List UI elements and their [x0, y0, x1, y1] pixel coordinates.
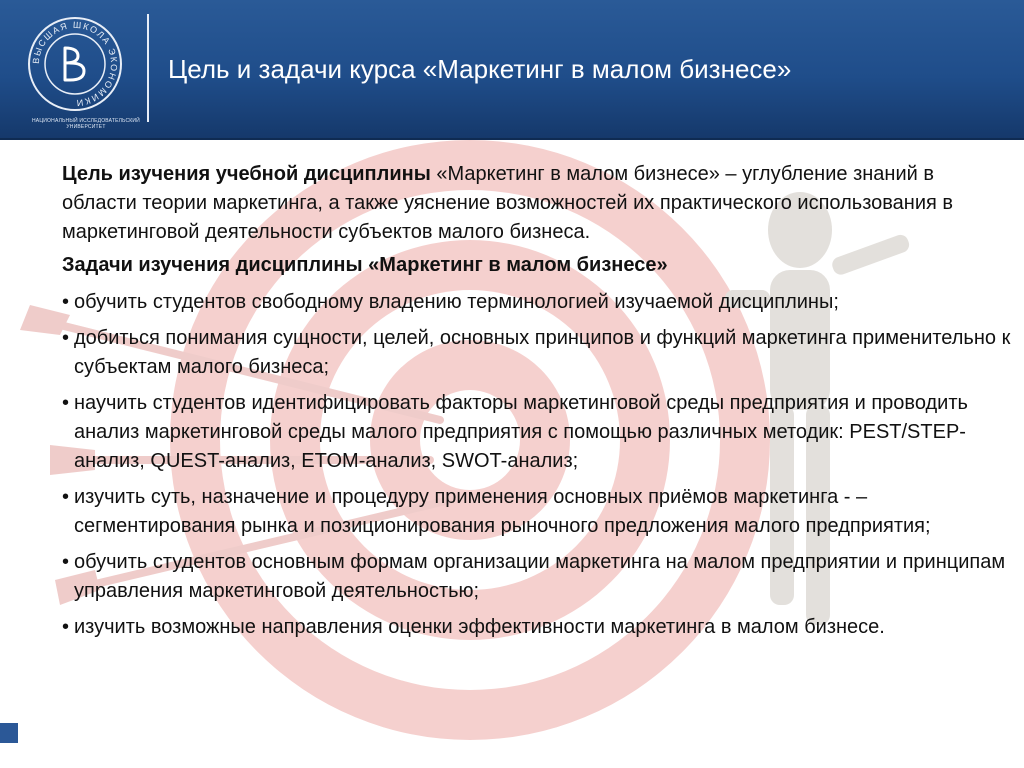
footer-accent-bar	[0, 723, 18, 743]
goal-label: Цель изучения учебной дисциплины	[62, 163, 431, 185]
bullet-icon: •	[62, 291, 70, 313]
header-divider	[147, 14, 149, 122]
task-item: • научить студентов идентифицировать факторы маркетинговой среды предприятия и проводить анализ маркетинговой среды малого предприятия с помощью различных методик: PEST/STEP-анализ, QUEST-анализ, ETOM-анализ, SWOT-анализ;	[62, 389, 1012, 476]
bullet-icon: •	[62, 392, 70, 414]
bullet-icon: •	[62, 551, 70, 573]
task-item: • добиться понимания сущности, целей, основных принципов и функций маркетинга применительно к субъектам малого бизнеса;	[62, 324, 1012, 382]
goal-text: «Маркетинг в малом бизнесе» – углубление знаний в области теории маркетинга, а также уяснение возможностей их практического использования в маркетинговой деятельности субъектов малого бизнеса.	[62, 163, 954, 243]
tasks-heading: Задачи изучения дисциплины «Маркетинг в малом бизнесе»	[62, 254, 668, 276]
task-item: • обучить студентов основным формам организации маркетинга на малом предприятии и принципам управления маркетинговой деятельностью;	[62, 548, 1012, 606]
task-item: • изучить суть, назначение и процедуру применения основных приёмов маркетинга - – сегментирования рынка и позиционирования рыночного предложения малого предприятия;	[62, 483, 1012, 541]
task-item: • обучить студентов свободному владению терминологией изучаемой дисциплины;	[62, 288, 1012, 317]
logo-ring-text: ВЫСШАЯ ШКОЛА ЭКОНОМИКИ	[30, 19, 120, 109]
bullet-icon: •	[62, 327, 70, 349]
slide-header	[0, 0, 1024, 140]
slide-title: Цель и задачи курса «Маркетинг в малом бизнесе»	[168, 54, 792, 84]
logo-emblem-icon	[20, 14, 130, 114]
task-item: • изучить возможные направления оценки эффективности маркетинга в малом бизнесе.	[62, 613, 1012, 642]
bullet-icon: •	[62, 486, 70, 508]
university-logo	[20, 14, 140, 130]
slide-content	[62, 160, 1012, 649]
logo-caption: НАЦИОНАЛЬНЫЙ ИССЛЕДОВАТЕЛЬСКИЙ УНИВЕРСИТЕТ	[32, 118, 140, 130]
bullet-icon: •	[62, 616, 70, 638]
goal-paragraph	[62, 160, 1012, 247]
